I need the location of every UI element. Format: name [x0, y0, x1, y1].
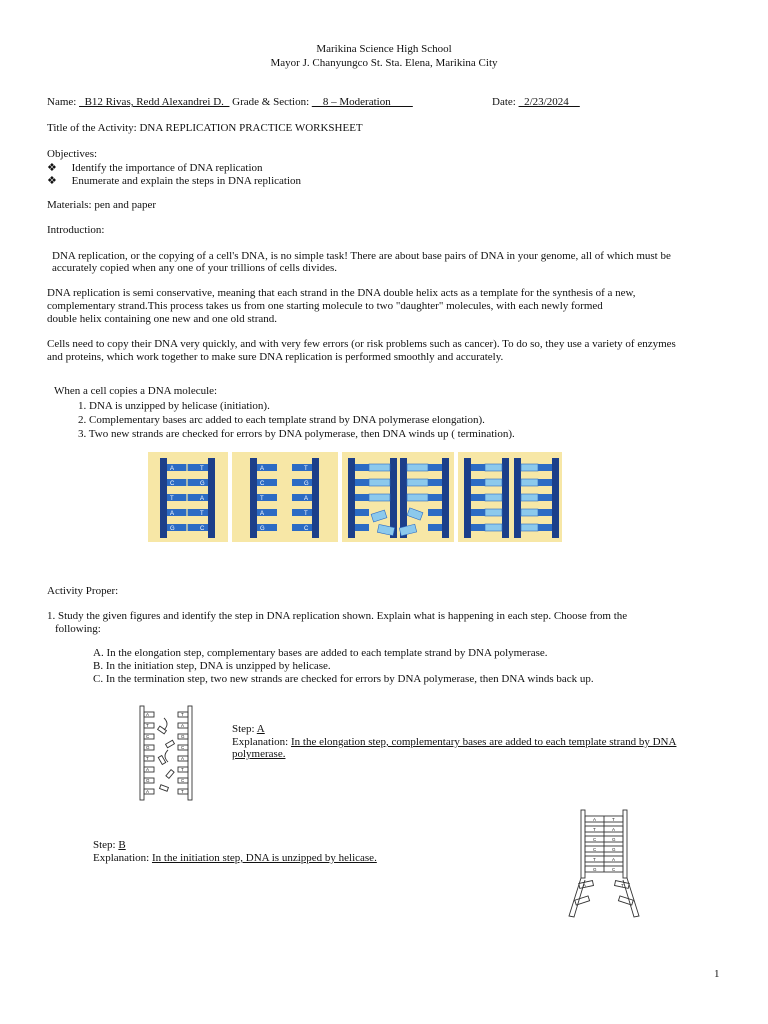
- svg-text:T: T: [304, 511, 308, 517]
- svg-text:T: T: [200, 466, 204, 472]
- intro-paragraph-2: complementary strand.This process takes us from one starting molecule to two "daughter" molecules, with each newly formed: [47, 300, 603, 312]
- svg-text:A: A: [260, 466, 265, 472]
- intro-paragraph-2: double helix containing one new and one old strand.: [47, 313, 278, 325]
- figure-initiation: [565, 808, 643, 920]
- svg-text:A: A: [593, 817, 597, 822]
- svg-text:A: A: [583, 883, 587, 888]
- intro-paragraph-3: Cells need to copy their DNA very quickly, and with very few errors (or risk problems such as cancer). To do so, they use a variety of enzymes: [47, 338, 676, 350]
- intro-paragraph-2: DNA replication is semi conservative, meaning that each strand in the DNA double helix acts as a template for the synthesis of a new,: [47, 287, 636, 299]
- svg-text:G: G: [181, 734, 185, 739]
- figure-elongation: [138, 704, 194, 802]
- bullet-icon: ❖: [47, 175, 57, 187]
- svg-text:T: T: [621, 883, 624, 888]
- svg-text:C: C: [612, 867, 616, 872]
- svg-text:T: T: [304, 466, 308, 472]
- date-label: Date:: [492, 96, 516, 108]
- svg-text:T: T: [181, 789, 184, 794]
- name-field: [47, 96, 413, 108]
- svg-text:A: A: [146, 789, 150, 794]
- dna-diagram-panel-3: [342, 452, 454, 542]
- activity-heading: Activity Proper:: [47, 585, 119, 597]
- activity-question: 1. Study the given figures and identify the step in DNA replication shown. Explain what is happening in each step. Choose from the: [47, 610, 628, 622]
- svg-text:C: C: [304, 526, 309, 532]
- svg-text:G: G: [612, 847, 616, 852]
- grade-label: Grade & Section:: [232, 96, 310, 108]
- date-value: _2/23/2024__: [518, 96, 580, 108]
- svg-text:A: A: [612, 827, 616, 832]
- svg-text:T: T: [181, 712, 184, 717]
- objectives-heading: Objectives:: [47, 148, 98, 160]
- svg-text:A: A: [181, 723, 185, 728]
- grade-value: __8 – Moderation____: [311, 96, 413, 108]
- svg-text:C: C: [593, 837, 597, 842]
- process-step: 3. Two new strands are checked for errors by DNA polymerase, then DNA winds up ( termination).: [78, 428, 515, 440]
- choice-c: C. In the termination step, two new strands are checked for errors by DNA polymerase, then DNA winds back up.: [93, 673, 594, 685]
- svg-text:T: T: [146, 756, 149, 761]
- svg-text:C: C: [181, 745, 185, 750]
- intro-paragraph-1: accurately copied when any one of your trillions of cells divides.: [52, 262, 337, 274]
- dna-diagram-panel-1: [148, 452, 228, 542]
- dna-diagram-panel-2: [232, 452, 338, 542]
- svg-text:T: T: [260, 496, 264, 502]
- svg-text:C: C: [146, 734, 150, 739]
- intro-paragraph-1: DNA replication, or the copying of a cell's DNA, is no simple task! There are about base pairs of DNA in your genome, all of which must be: [52, 250, 671, 262]
- choice-b: B. In the initiation step, DNA is unzipped by helicase.: [93, 660, 331, 672]
- svg-text:A: A: [260, 511, 265, 517]
- svg-text:G: G: [146, 745, 150, 750]
- svg-text:T: T: [181, 767, 184, 772]
- answer-2-step-value: B: [118, 839, 126, 851]
- answer-1-step: Step: A: [232, 723, 265, 735]
- answer-2-explanation: Explanation: In the initiation step, DNA is unzipped by helicase.: [93, 852, 377, 864]
- svg-text:A: A: [612, 857, 616, 862]
- name-label: Name:: [47, 96, 77, 108]
- svg-text:A: A: [200, 496, 205, 502]
- svg-text:G: G: [170, 526, 175, 532]
- svg-text:G: G: [593, 867, 597, 872]
- intro-paragraph-3: and proteins, which work together to make sure DNA replication is performed smoothly and accurately.: [47, 351, 504, 363]
- svg-text:C: C: [200, 526, 205, 532]
- date-field: [492, 96, 580, 108]
- objective-item: ❖ Identify the importance of DNA replication: [47, 162, 263, 174]
- choice-a: A. In the elongation step, complementary bases are added to each template strand by DNA polymerase.: [93, 647, 548, 659]
- svg-text:G: G: [200, 481, 205, 487]
- school-address: Mayor J. Chanyungco St. Sta. Elena, Marikina City: [270, 57, 498, 69]
- svg-text:T: T: [593, 827, 596, 832]
- svg-text:A: A: [170, 466, 175, 472]
- introduction-heading: Introduction:: [47, 224, 105, 236]
- answer-1-step-value: A: [256, 723, 265, 735]
- materials: Materials: pen and paper: [47, 199, 157, 211]
- school-name: Marikina Science High School: [316, 43, 452, 55]
- svg-text:C: C: [181, 778, 185, 783]
- process-lead: When a cell copies a DNA molecule:: [54, 385, 218, 397]
- process-step: 2. Complementary bases arc added to each template strand by DNA polymerase elongation).: [78, 414, 485, 426]
- svg-text:T: T: [593, 857, 596, 862]
- svg-text:A: A: [146, 712, 150, 717]
- svg-text:C: C: [170, 481, 175, 487]
- svg-text:C: C: [260, 481, 265, 487]
- activity-question: following:: [55, 623, 101, 635]
- page-number: 1: [714, 968, 720, 980]
- answer-1-explanation-cont: polymerase.: [232, 748, 286, 760]
- activity-title: Title of the Activity: DNA REPLICATION PRACTICE WORKSHEET: [47, 122, 363, 134]
- svg-text:A: A: [146, 767, 150, 772]
- svg-text:G: G: [260, 526, 265, 532]
- dna-diagram-panel-4: [458, 452, 562, 542]
- svg-text:A: A: [170, 511, 175, 517]
- name-value: _B12 Rivas, Redd Alexandrei D._: [79, 96, 230, 108]
- svg-text:G: G: [304, 481, 309, 487]
- svg-text:G: G: [146, 778, 150, 783]
- bullet-icon: ❖: [47, 162, 57, 174]
- svg-text:C: C: [593, 847, 597, 852]
- svg-text:T: T: [170, 496, 174, 502]
- answer-1-explanation: Explanation: In the elongation step, complementary bases are added to each template strand by DNA: [232, 736, 677, 748]
- svg-text:A: A: [304, 496, 309, 502]
- svg-text:T: T: [146, 723, 149, 728]
- svg-text:T: T: [612, 817, 615, 822]
- process-step: 1. DNA is unzipped by helicase (initiation).: [78, 400, 270, 412]
- answer-2-step: Step: B: [93, 839, 126, 851]
- svg-text:T: T: [200, 511, 204, 517]
- svg-text:G: G: [612, 837, 616, 842]
- svg-text:A: A: [181, 756, 185, 761]
- objective-item: ❖ Enumerate and explain the steps in DNA replication: [47, 175, 302, 187]
